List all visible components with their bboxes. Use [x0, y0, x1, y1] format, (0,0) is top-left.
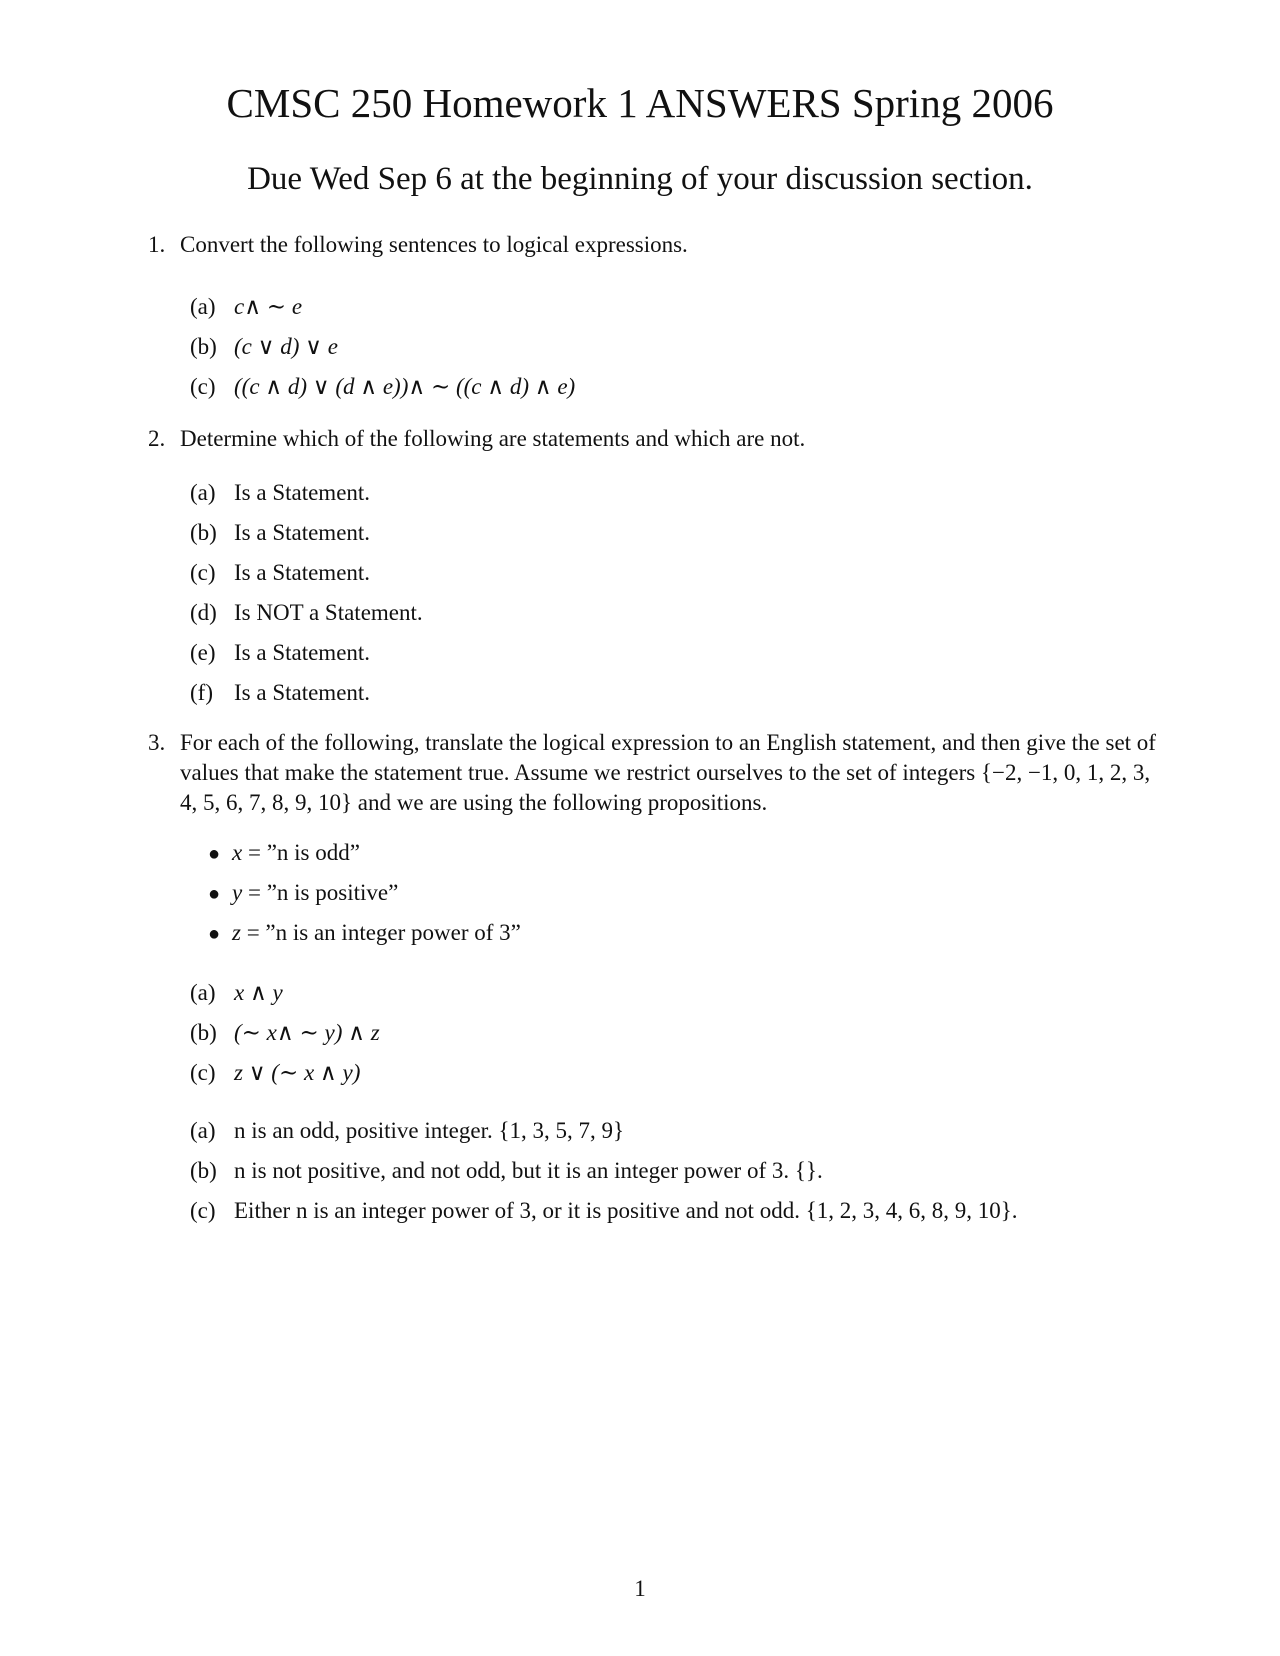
problem-3-expr-c: [190, 1058, 360, 1088]
problem-2-item-f: [190, 678, 370, 708]
item-expression: (c ∨ d) ∨ e: [234, 334, 338, 359]
page-title: CMSC 250 Homework 1 ANSWERS Spring 2006: [226, 80, 1054, 126]
item-label: (a): [190, 980, 216, 1005]
item-label: (b): [190, 520, 217, 545]
item-text: Is a Statement.: [234, 560, 371, 585]
problem-3-expr-a: [190, 978, 283, 1008]
proposition-definition: = ”n is positive”: [242, 880, 399, 905]
problem-1: [148, 230, 1168, 260]
item-label: (b): [190, 1020, 217, 1045]
item-text: Is a Statement.: [234, 640, 371, 665]
problem-number: 1.: [148, 232, 166, 257]
answer-text: n is an odd, positive integer. {1, 3, 5, 7, 9}: [234, 1118, 625, 1143]
problem-text: Convert the following sentences to logical expressions.: [180, 232, 688, 257]
problem-1-item-c: [190, 372, 575, 402]
problem-2-item-d: [190, 598, 423, 628]
proposition-variable: y: [232, 880, 243, 905]
item-label: (b): [190, 1158, 217, 1183]
item-expression: x ∧ y: [234, 980, 283, 1005]
problem-1-item-a: [190, 292, 302, 322]
problem-3-answer-b: [190, 1156, 823, 1186]
item-expression: z ∨ (∼ x ∧ y): [234, 1060, 361, 1085]
item-expression: c∧ ∼ e: [234, 294, 303, 319]
problem-text: Determine which of the following are statements and which are not.: [180, 426, 806, 451]
problem-number: 2.: [148, 426, 166, 451]
item-label: (a): [190, 1118, 216, 1143]
proposition-x: [208, 838, 360, 869]
problem-3-answer-c: [190, 1196, 1018, 1226]
item-text: Is a Statement.: [234, 520, 371, 545]
bullet-icon: ●: [208, 843, 221, 865]
answer-text: Either n is an integer power of 3, or it is positive and not odd. {1, 2, 3, 4, 6, 8, 9, 10}.: [234, 1198, 1018, 1223]
item-label: (d): [190, 600, 217, 625]
bullet-icon: ●: [208, 923, 221, 945]
item-label: (c): [190, 560, 216, 585]
problem-2-item-e: [190, 638, 370, 668]
proposition-variable: x: [232, 840, 243, 865]
item-expression: ((c ∧ d) ∨ (d ∧ e))∧ ∼ ((c ∧ d) ∧ e): [234, 374, 576, 399]
answer-text: n is not positive, and not odd, but it is an integer power of 3. {}.: [234, 1158, 823, 1183]
problem-3-answer-a: [190, 1116, 624, 1146]
item-label: (a): [190, 294, 216, 319]
proposition-z: [208, 918, 521, 949]
proposition-y: [208, 878, 398, 909]
problem-number: 3.: [148, 730, 166, 755]
item-label: (b): [190, 334, 217, 359]
bullet-icon: ●: [208, 883, 221, 905]
problem-2-item-c: [190, 558, 370, 588]
problem-text: For each of the following, translate the logical expression to an English statement, and then give the set of values that make the statement true. Assume we restrict ourselves to the set of integers {−2, −1, 0, 1, 2, 3, 4, 5, 6, 7, 8, 9, 10} and we are using the following propositions.: [180, 730, 1156, 815]
problem-2: [148, 424, 1168, 454]
proposition-variable: z: [232, 920, 241, 945]
proposition-definition: = ”n is an integer power of 3”: [240, 920, 521, 945]
item-expression: (∼ x∧ ∼ y) ∧ z: [234, 1020, 380, 1045]
item-label: (c): [190, 1060, 216, 1085]
page-number: 1: [634, 1576, 646, 1601]
problem-3: [148, 728, 1168, 818]
item-text: Is NOT a Statement.: [234, 600, 423, 625]
problem-3-expr-b: [190, 1018, 380, 1048]
proposition-definition: = ”n is odd”: [242, 840, 360, 865]
page-subtitle: Due Wed Sep 6 at the beginning of your discussion section.: [247, 161, 1033, 197]
item-label: (f): [190, 680, 213, 705]
item-label: (e): [190, 640, 216, 665]
item-label: (c): [190, 1198, 216, 1223]
problem-1-item-b: [190, 332, 338, 362]
item-label: (c): [190, 374, 216, 399]
problem-2-item-b: [190, 518, 370, 548]
item-text: Is a Statement.: [234, 680, 371, 705]
problem-2-item-a: [190, 478, 370, 508]
item-text: Is a Statement.: [234, 480, 371, 505]
item-label: (a): [190, 480, 216, 505]
